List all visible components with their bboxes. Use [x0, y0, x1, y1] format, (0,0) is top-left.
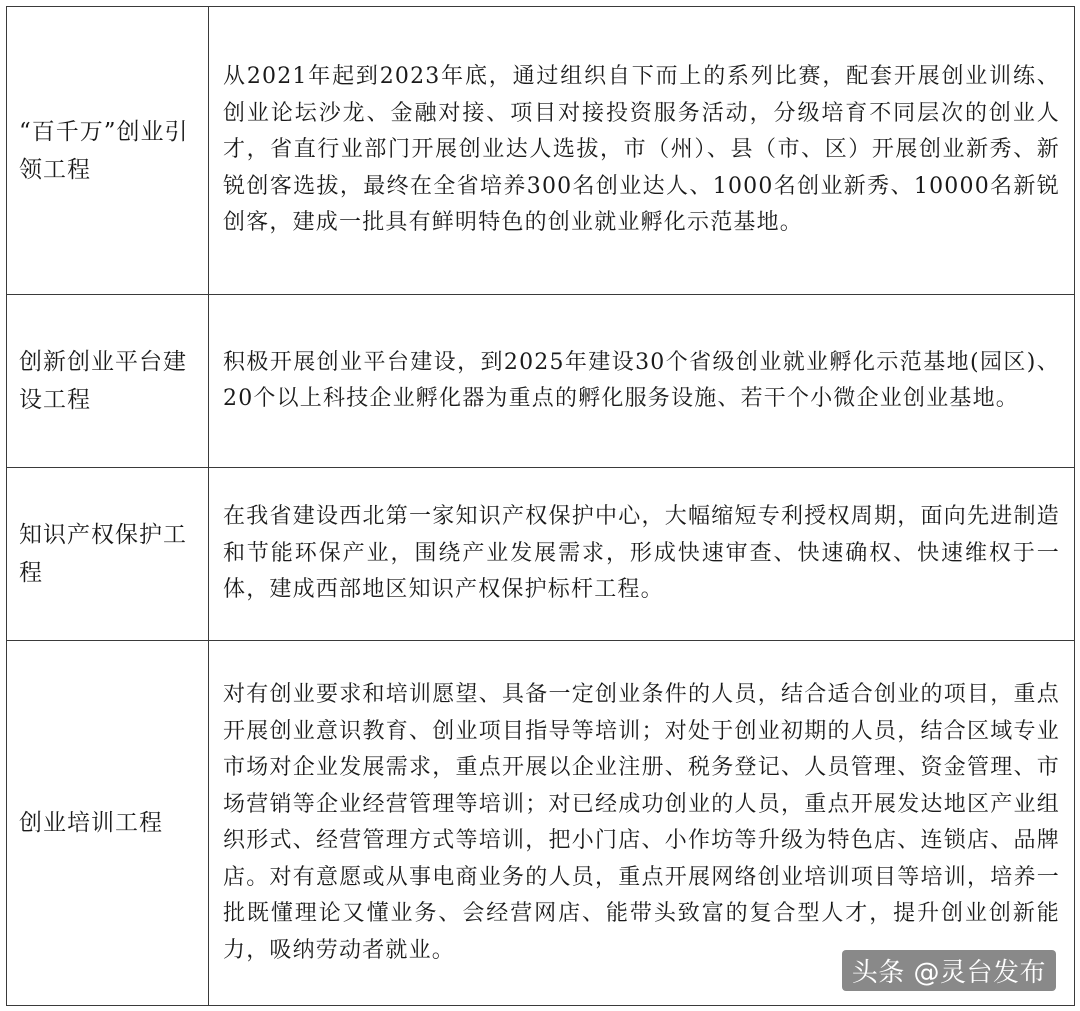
- project-desc-cell: [209, 468, 1074, 640]
- project-name: 创新创业平台建设工程: [19, 349, 187, 413]
- project-name-cell: [7, 468, 209, 640]
- table-row: [7, 295, 1074, 468]
- table-row: [7, 468, 1074, 641]
- project-name-cell: [7, 295, 209, 467]
- project-name: 创业培训工程: [19, 810, 163, 836]
- project-name-cell: [7, 7, 209, 294]
- project-description: 对有创业要求和培训愿望、具备一定创业条件的人员，结合适合创业的项目，重点开展创业意识教育、创业项目指导等培训；对处于创业初期的人员，结合区域专业市场对企业发展需求，重点开展以企业注册、税务登记、人员管理、资金管理、市场营销等企业经营管理等培训；对已经成功创业的人员，重点开展发达地区产业组织形式、经营管理方式等培训，把小门店、小作坊等升级为特色店、连锁店、品牌店。对有意愿或从事电商业务的人员，重点开展网络创业培训项目等培训，培养一批既懂理论又懂业务、会经营网店、能带头致富的复合型人才，提升创业创新能力，吸纳劳动者就业。: [223, 682, 1060, 963]
- project-desc-cell: [209, 295, 1074, 467]
- watermark-text: 头条 @灵台发布: [851, 958, 1046, 988]
- table-row: [7, 7, 1074, 295]
- project-description: 从2021年起到2023年底，通过组织自下而上的系列比赛，配套开展创业训练、创业论坛沙龙、金融对接、项目对接投资服务活动，分级培育不同层次的创业人才，省直行业部门开展创业达人选拔，市（州）、县（市、区）开展创业新秀、新锐创客选拔，最终在全省培养300名创业达人、1000名创业新秀、10000名新锐创客，建成一批具有鲜明特色的创业就业孵化示范基地。: [223, 64, 1060, 236]
- watermark: [842, 950, 1056, 991]
- project-name: “百千万”创业引领工程: [19, 118, 189, 183]
- project-desc-cell: [209, 7, 1074, 294]
- project-description: 在我省建设西北第一家知识产权保护中心，大幅缩短专利授权周期，面向先进制造和节能环保产业，围绕产业发展需求，形成快速审查、快速确权、快速维权于一体，建成西部地区知识产权保护标杆工程。: [223, 504, 1060, 603]
- project-description: 积极开展创业平台建设，到2025年建设30个省级创业就业孵化示范基地(园区)、20个以上科技企业孵化器为重点的孵化服务设施、若干个小微企业创业基地。: [223, 349, 1060, 411]
- project-name: 知识产权保护工程: [19, 522, 187, 586]
- project-name-cell: [7, 641, 209, 1005]
- projects-table: [6, 6, 1075, 1006]
